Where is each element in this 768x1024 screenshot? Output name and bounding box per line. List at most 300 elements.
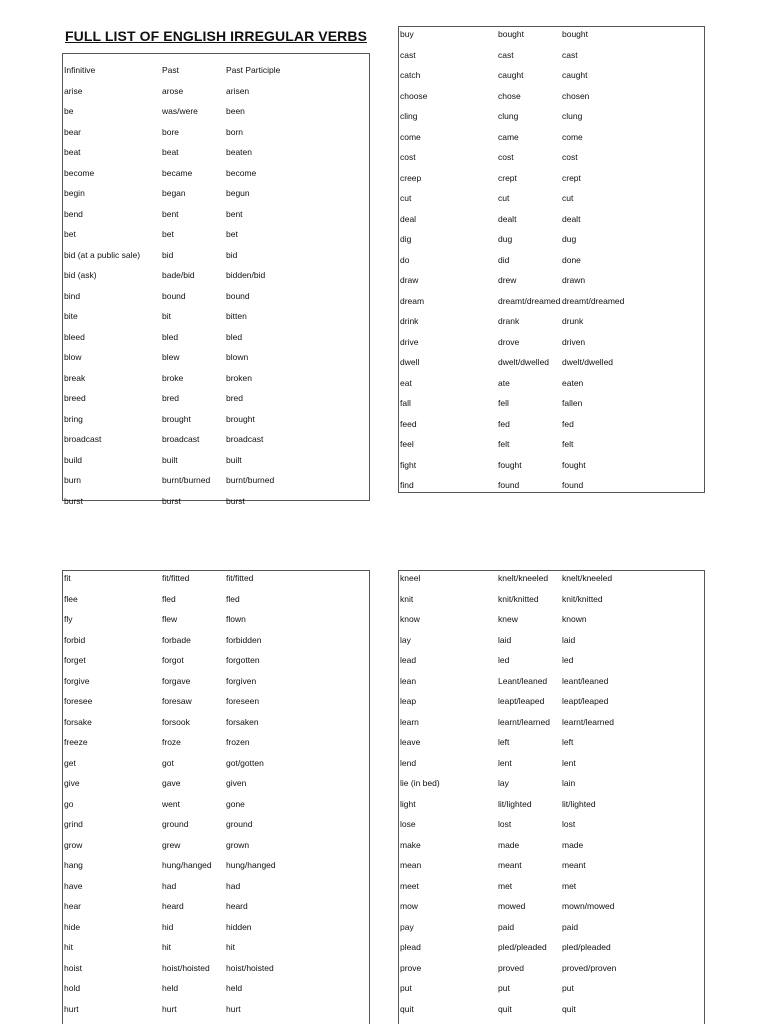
past-cell: cast: [498, 49, 514, 60]
past-cell: broke: [162, 372, 184, 383]
past-participle-cell: eaten: [562, 377, 584, 388]
infinitive-cell: have: [64, 880, 83, 891]
past-cell: knit/knitted: [498, 593, 539, 604]
infinitive-cell: cling: [400, 111, 418, 121]
table-row: [399, 817, 704, 838]
infinitive-cell: know: [400, 614, 420, 624]
past-participle-cell: felt: [562, 439, 574, 449]
infinitive-cell: bid (at a public sale): [64, 249, 141, 260]
past-cell: bit: [162, 311, 171, 321]
past-participle-cell: beaten: [226, 147, 252, 157]
infinitive-cell: dig: [400, 234, 412, 244]
table-row: [399, 376, 704, 397]
past-cell: drew: [498, 275, 517, 285]
infinitive-cell: lean: [400, 675, 417, 686]
past-cell: forgot: [162, 655, 184, 665]
past-participle-cell: met: [562, 880, 577, 891]
past-participle-cell: flown: [226, 614, 246, 624]
table-row: [63, 412, 369, 433]
table-row: [63, 633, 369, 654]
past-participle-cell: lain: [562, 778, 576, 788]
infinitive-cell: put: [400, 983, 412, 993]
infinitive-cell: eat: [400, 377, 412, 388]
table-row: [399, 294, 704, 315]
past-participle-cell: frozen: [226, 737, 250, 747]
infinitive-cell: pay: [400, 921, 414, 932]
past-participle-cell: knelt/kneeled: [562, 573, 613, 583]
infinitive-cell: leap: [400, 696, 417, 706]
past-cell: fled: [162, 593, 176, 604]
past-cell: flew: [162, 614, 178, 624]
infinitive-cell: draw: [400, 275, 419, 285]
past-participle-cell: bent: [226, 208, 243, 219]
infinitive-cell: learn: [400, 716, 419, 727]
past-cell: meant: [498, 860, 522, 870]
table-row: [399, 797, 704, 818]
past-cell: pled/pleaded: [498, 942, 547, 952]
infinitive-cell: cut: [400, 193, 412, 203]
table-row: [63, 592, 369, 613]
past-participle-cell: pled/pleaded: [562, 942, 611, 952]
infinitive-cell: bear: [64, 126, 82, 137]
infinitive-cell: hurt: [64, 1003, 79, 1014]
table-row: [399, 961, 704, 982]
infinitive-cell: forsake: [64, 716, 92, 727]
past-participle-cell: bidden/bid: [226, 270, 266, 280]
past-participle-cell: forgiven: [226, 675, 257, 686]
past-cell: lit/lighted: [498, 798, 532, 809]
table-row: [63, 330, 369, 351]
table-row: [63, 1002, 369, 1023]
past-cell: Leant/leaned: [498, 675, 548, 686]
table-row: [399, 694, 704, 715]
infinitive-cell: freeze: [64, 737, 88, 747]
past-participle-cell: driven: [562, 336, 586, 347]
infinitive-cell: cast: [400, 49, 416, 60]
table-row: [63, 879, 369, 900]
infinitive-cell: hide: [64, 921, 81, 932]
past-cell: burnt/burned: [162, 475, 211, 485]
infinitive-cell: bend: [64, 208, 83, 219]
past-cell: laid: [498, 634, 512, 645]
past-cell: bent: [162, 208, 179, 219]
past-participle-cell: lent: [562, 757, 576, 768]
table-row: [399, 756, 704, 777]
past-participle-cell: done: [562, 254, 581, 265]
past-cell: fit/fitted: [162, 573, 190, 583]
table-row: [399, 838, 704, 859]
past-participle-cell: known: [562, 614, 587, 624]
infinitive-cell: mow: [400, 901, 418, 911]
table-row: [63, 981, 369, 1002]
past-participle-cell: fit/fitted: [226, 573, 254, 583]
past-cell: hurt: [162, 1003, 177, 1014]
past-cell: lent: [498, 757, 512, 768]
infinitive-cell: bind: [64, 290, 81, 301]
past-participle-cell: leapt/leaped: [562, 696, 609, 706]
table-row: [399, 27, 704, 48]
past-cell: met: [498, 880, 513, 891]
past-cell: bought: [498, 29, 524, 39]
past-cell: bore: [162, 126, 180, 137]
infinitive-cell: creep: [400, 172, 422, 183]
table-row: [63, 145, 369, 166]
table-header: [63, 63, 369, 84]
past-cell: put: [498, 983, 510, 993]
past-participle-cell: fallen: [562, 398, 583, 408]
table-row: [399, 858, 704, 879]
past-participle-cell: dug: [562, 234, 577, 244]
infinitive-cell: begin: [64, 188, 85, 198]
past-participle-cell: arisen: [226, 85, 250, 96]
infinitive-cell: blow: [64, 352, 82, 362]
table-row: [399, 355, 704, 376]
table-row: [63, 715, 369, 736]
past-participle-cell: dealt: [562, 213, 581, 224]
table-row: [399, 776, 704, 797]
past-cell: cost: [498, 152, 514, 162]
infinitive-cell: leave: [400, 737, 421, 747]
table-row: [399, 396, 704, 417]
table-row: [399, 571, 704, 592]
table-row: [399, 458, 704, 479]
past-cell: arose: [162, 85, 184, 96]
past-participle-cell: dreamt/dreamed: [562, 295, 625, 306]
past-participle-cell: forbidden: [226, 634, 262, 645]
past-cell: fed: [498, 418, 510, 429]
table-row: [63, 612, 369, 633]
past-cell: forsook: [162, 716, 190, 727]
table-row: [63, 227, 369, 248]
infinitive-cell: broadcast: [64, 434, 102, 444]
past-cell: began: [162, 188, 186, 198]
past-cell: lay: [498, 778, 509, 788]
infinitive-cell: lay: [400, 634, 411, 645]
infinitive-cell: beat: [64, 147, 81, 157]
past-participle-cell: foreseen: [226, 696, 260, 706]
past-participle-cell: paid: [562, 921, 579, 932]
past-cell: hit: [162, 942, 171, 952]
infinitive-cell: hang: [64, 860, 83, 870]
table-row: [63, 817, 369, 838]
verb-table-1: [62, 53, 370, 506]
table-row: [399, 212, 704, 233]
table-row: [399, 981, 704, 1002]
infinitive-cell: knit: [400, 593, 414, 604]
past-cell: found: [498, 480, 520, 490]
past-participle-cell: crept: [562, 172, 581, 183]
past-participle-cell: blown: [226, 352, 249, 362]
past-participle-cell: fled: [226, 593, 240, 604]
infinitive-cell: hold: [64, 983, 81, 993]
infinitive-cell: quit: [400, 1003, 414, 1014]
past-participle-cell: led: [562, 655, 574, 665]
table-row: [63, 940, 369, 961]
table-row: [63, 735, 369, 756]
infinitive-cell: fit: [64, 573, 71, 583]
past-cell: chose: [498, 90, 521, 101]
table-row: [63, 84, 369, 105]
infinitive-cell: forgive: [64, 675, 90, 686]
infinitive-cell: hoist: [64, 962, 82, 973]
past-participle-cell: caught: [562, 70, 588, 80]
past-participle-cell: lost: [562, 819, 576, 829]
past-cell: had: [162, 880, 177, 891]
table-row: [399, 68, 704, 89]
table-row: [63, 674, 369, 695]
table-row: [63, 166, 369, 187]
past-cell: went: [162, 798, 180, 809]
table-row: [63, 756, 369, 777]
table-row: [63, 694, 369, 715]
past-cell: broadcast: [162, 434, 200, 444]
past-cell: built: [162, 454, 178, 465]
infinitive-cell: light: [400, 798, 416, 809]
table-row: [63, 371, 369, 392]
past-cell: ground: [162, 819, 189, 829]
past-cell: gave: [162, 778, 181, 788]
infinitive-cell: be: [64, 106, 74, 116]
past-participle-cell: gone: [226, 798, 245, 809]
table-row: [399, 612, 704, 633]
past-cell: cut: [498, 193, 510, 203]
past-cell: dug: [498, 234, 513, 244]
past-participle-cell: bid: [226, 249, 238, 260]
infinitive-cell: bite: [64, 311, 78, 321]
table-row: [63, 961, 369, 982]
table-row: [399, 633, 704, 654]
past-participle-cell: clung: [562, 111, 583, 121]
past-cell: came: [498, 131, 519, 142]
past-cell: bred: [162, 393, 180, 403]
table-row: [63, 268, 369, 289]
past-cell: quit: [498, 1003, 512, 1014]
past-cell: foresaw: [162, 696, 192, 706]
past-cell: drove: [498, 336, 520, 347]
table-row: [63, 432, 369, 453]
infinitive-cell: choose: [400, 90, 428, 101]
past-participle-cell: cut: [562, 193, 574, 203]
table-row: [399, 335, 704, 356]
past-cell: crept: [498, 172, 517, 183]
past-participle-cell: laid: [562, 634, 576, 645]
past-participle-cell: proved/proven: [562, 962, 617, 973]
past-cell: lost: [498, 819, 512, 829]
past-cell: drank: [498, 316, 520, 326]
table-row: [63, 473, 369, 494]
infinitive-cell: get: [64, 757, 76, 768]
past-cell: clung: [498, 111, 519, 121]
past-cell: bled: [162, 331, 179, 342]
past-participle-cell: hoist/hoisted: [226, 962, 274, 973]
table-row: [63, 207, 369, 228]
infinitive-cell: plead: [400, 942, 421, 952]
infinitive-cell: prove: [400, 962, 422, 973]
infinitive-cell: fall: [400, 398, 411, 408]
table-row: [63, 653, 369, 674]
past-participle-cell: learnt/learned: [562, 716, 614, 727]
table-row: [63, 186, 369, 207]
infinitive-cell: buy: [400, 29, 414, 39]
infinitive-cell: forbid: [64, 634, 86, 645]
past-cell: dreamt/dreamed: [498, 295, 561, 306]
past-cell: became: [162, 167, 193, 178]
table-row: [399, 314, 704, 335]
past-participle-cell: become: [226, 167, 257, 178]
infinitive-cell: lie (in bed): [400, 778, 440, 788]
infinitive-cell: bring: [64, 413, 83, 424]
past-cell: paid: [498, 921, 515, 932]
table-row: [63, 125, 369, 146]
past-participle-cell: broken: [226, 372, 252, 383]
past-cell: ate: [498, 377, 510, 388]
past-participle-cell: made: [562, 839, 584, 850]
past-participle-cell: left: [562, 737, 574, 747]
table-row: [399, 940, 704, 961]
past-participle-cell: burnt/burned: [226, 475, 275, 485]
past-cell: knew: [498, 614, 518, 624]
table-row: [399, 48, 704, 69]
infinitive-cell: grow: [64, 839, 83, 850]
infinitive-cell: bleed: [64, 331, 85, 342]
past-cell: blew: [162, 352, 180, 362]
past-participle-cell: bought: [562, 29, 588, 39]
past-cell: froze: [162, 737, 181, 747]
table-row: [399, 253, 704, 274]
past-participle-cell: lit/lighted: [562, 798, 596, 809]
past-cell: led: [498, 655, 510, 665]
table-row: [63, 309, 369, 330]
past-participle-cell: got/gotten: [226, 757, 264, 768]
past-cell: made: [498, 839, 520, 850]
past-cell: bid: [162, 249, 174, 260]
verb-table-2: [398, 26, 705, 493]
table-row: [399, 150, 704, 171]
past-participle-cell: given: [226, 778, 247, 788]
infinitive-cell: burst: [64, 495, 83, 506]
infinitive-cell: fly: [64, 614, 73, 624]
header-past-participle: Past Participle: [226, 65, 281, 75]
past-participle-cell: dwelt/dwelled: [562, 357, 614, 367]
table-row: [63, 899, 369, 920]
table-row: [399, 1002, 704, 1023]
past-cell: did: [498, 254, 510, 265]
past-participle-cell: born: [226, 126, 244, 137]
infinitive-cell: deal: [400, 213, 417, 224]
past-participle-cell: chosen: [562, 90, 590, 101]
table-row: [63, 838, 369, 859]
past-cell: brought: [162, 413, 191, 424]
past-cell: hung/hanged: [162, 860, 212, 870]
past-cell: caught: [498, 70, 524, 80]
past-participle-cell: quit: [562, 1003, 576, 1014]
past-participle-cell: forsaken: [226, 716, 259, 727]
infinitive-cell: hear: [64, 901, 82, 911]
table-row: [399, 109, 704, 130]
past-cell: leapt/leaped: [498, 696, 545, 706]
infinitive-cell: cost: [400, 152, 416, 162]
table-row: [399, 674, 704, 695]
past-participle-cell: heard: [226, 901, 248, 911]
table-row: [399, 437, 704, 458]
past-participle-cell: hurt: [226, 1003, 241, 1014]
past-participle-cell: meant: [562, 860, 586, 870]
past-participle-cell: leant/leaned: [562, 675, 609, 686]
past-cell: burst: [162, 495, 181, 506]
infinitive-cell: breed: [64, 393, 86, 403]
past-participle-cell: ground: [226, 819, 253, 829]
table-row: [63, 350, 369, 371]
past-participle-cell: cost: [562, 152, 578, 162]
infinitive-cell: bet: [64, 229, 76, 239]
infinitive-cell: feel: [400, 439, 414, 449]
infinitive-cell: lead: [400, 655, 417, 665]
table-row: [399, 191, 704, 212]
table-row: [63, 858, 369, 879]
past-cell: hoist/hoisted: [162, 962, 210, 973]
table-row: [399, 899, 704, 920]
table-row: [399, 171, 704, 192]
past-participle-cell: hit: [226, 942, 235, 952]
past-participle-cell: fed: [562, 418, 574, 429]
table-row: [63, 797, 369, 818]
infinitive-cell: lend: [400, 757, 417, 768]
past-participle-cell: forgotten: [226, 655, 260, 665]
past-cell: heard: [162, 901, 184, 911]
table-row: [399, 715, 704, 736]
past-cell: dwelt/dwelled: [498, 357, 550, 367]
infinitive-cell: hit: [64, 942, 73, 952]
past-cell: fell: [498, 398, 509, 408]
infinitive-cell: kneel: [400, 573, 421, 583]
table-row: [399, 130, 704, 151]
past-cell: beat: [162, 147, 179, 157]
table-row: [399, 232, 704, 253]
past-participle-cell: held: [226, 983, 243, 993]
past-cell: bet: [162, 229, 174, 239]
past-participle-cell: built: [226, 454, 242, 465]
infinitive-cell: become: [64, 167, 95, 178]
past-cell: felt: [498, 439, 510, 449]
infinitive-cell: meet: [400, 880, 419, 891]
header-infinitive: Infinitive: [64, 65, 96, 75]
table-row: [63, 571, 369, 592]
table-row: [63, 104, 369, 125]
infinitive-cell: dwell: [400, 357, 420, 367]
past-participle-cell: found: [562, 480, 584, 490]
infinitive-cell: foresee: [64, 696, 93, 706]
infinitive-cell: feed: [400, 418, 417, 429]
infinitive-cell: find: [400, 480, 414, 490]
page-title: FULL LIST OF ENGLISH IRREGULAR VERBS: [65, 28, 368, 44]
infinitive-cell: dream: [400, 295, 425, 306]
infinitive-cell: catch: [400, 70, 421, 80]
past-participle-cell: burst: [226, 495, 245, 506]
table-row: [399, 417, 704, 438]
past-participle-cell: put: [562, 983, 574, 993]
infinitive-cell: forget: [64, 655, 86, 665]
past-cell: bade/bid: [162, 270, 195, 280]
infinitive-cell: drive: [400, 336, 419, 347]
past-participle-cell: broadcast: [226, 434, 264, 444]
table-row: [399, 89, 704, 110]
table-row: [399, 653, 704, 674]
past-participle-cell: bled: [226, 331, 243, 342]
infinitive-cell: lose: [400, 819, 416, 829]
infinitive-cell: arise: [64, 85, 83, 96]
infinitive-cell: do: [400, 254, 410, 265]
past-participle-cell: hidden: [226, 921, 252, 932]
